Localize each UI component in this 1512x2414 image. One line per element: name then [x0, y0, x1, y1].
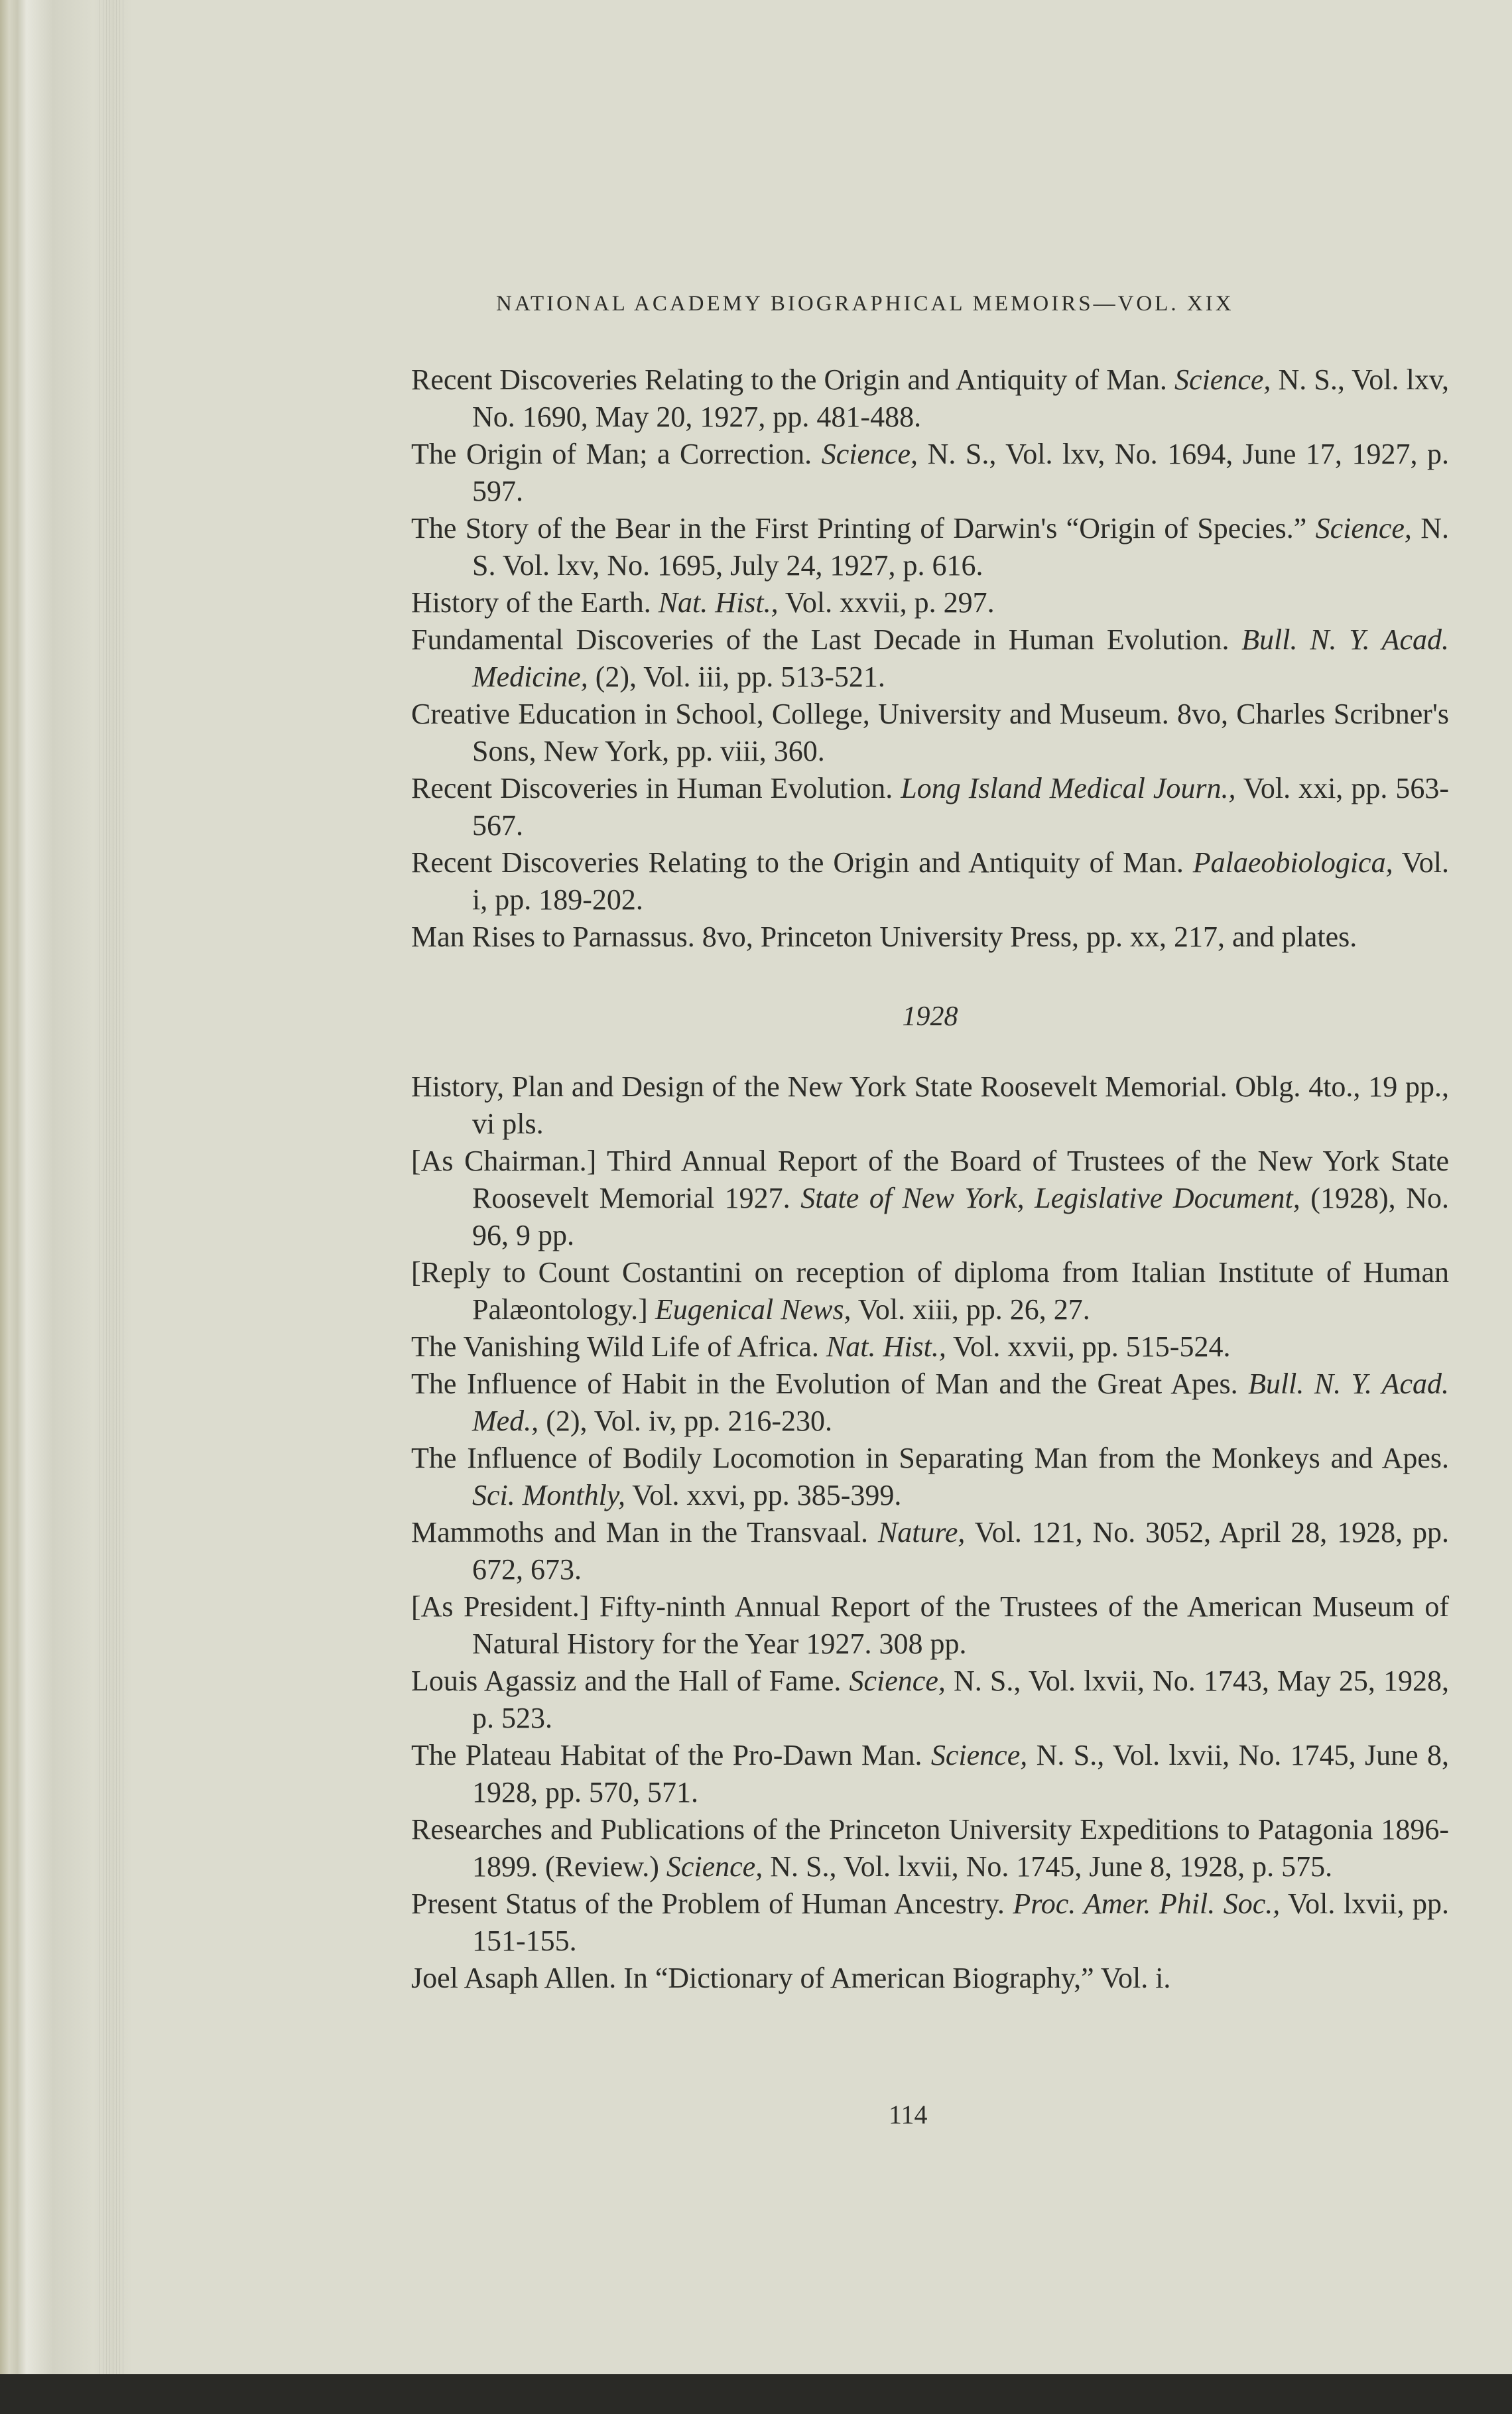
list-item: Present Status of the Problem of Human Ancestry. Proc. Amer. Phil. Soc., Vol. lxvii, pp. 151-155. — [411, 1887, 1449, 1957]
list-item: The Influence of Habit in the Evolution of Man and the Great Apes. Bull. N. Y. Acad. Med., (2), Vol. iv, pp. 216-230. — [411, 1367, 1450, 1437]
list-item: Mammoths and Man in the Transvaal. Nature, Vol. 121, No. 3052, April 28, 1928, pp. 672, 673. — [411, 1516, 1449, 1586]
list-item: Recent Discoveries in Human Evolution. Long Island Medical Journ., Vol. xxi, pp. 563-567. — [411, 772, 1449, 842]
section-1927 — [411, 361, 1449, 956]
book-edge — [0, 0, 133, 2374]
list-item: The Influence of Bodily Locomotion in Separating Man from the Monkeys and Apes. Sci. Monthly, Vol. xxvi, pp. 385-399. — [411, 1442, 1449, 1511]
list-item: Researches and Publications of the Princeton University Expeditions to Patagonia 1896-1899. (Review.) Science, N. S., Vol. lxvii, No. 1745, June 8, 1928, p. 575. — [411, 1813, 1449, 1883]
running-head: NATIONAL ACADEMY BIOGRAPHICAL MEMOIRS—VOL. XIX — [496, 292, 1234, 316]
list-item: Recent Discoveries Relating to the Origin and Antiquity of Man. Palaeobiologica, Vol. i, pp. 189-202. — [411, 846, 1449, 916]
list-item: [As Chairman.] Third Annual Report of the Board of Trustees of the New York State Roosevelt Memorial 1927. State of New York, Legislative Document, (1928), No. 96, 9 pp. — [411, 1145, 1449, 1251]
section-1928 — [411, 1068, 1449, 1997]
list-item: Man Rises to Parnassus. 8vo, Princeton University Press, pp. xx, 217, and plates. — [411, 921, 1357, 953]
list-item: The Origin of Man; a Correction. Science, N. S., Vol. lxv, No. 1694, June 17, 1927, p. 597. — [411, 438, 1449, 507]
page-number: 114 — [889, 2100, 928, 2129]
year-heading: 1928 — [902, 1001, 958, 1032]
list-item: The Vanishing Wild Life of Africa. Nat. Hist., Vol. xxvii, pp. 515-524. — [411, 1330, 1231, 1363]
list-item: Recent Discoveries Relating to the Origin and Antiquity of Man. Science, N. S., Vol. lxv, No. 1690, May 20, 1927, pp. 481-488. — [411, 363, 1449, 433]
list-item: [As President.] Fifty-ninth Annual Report of the Trustees of the American Museum of Natural History for the Year 1927. 308 pp. — [411, 1590, 1449, 1660]
list-item: Creative Education in School, College, University and Museum. 8vo, Charles Scribner's Sons, New York, pp. viii, 360. — [411, 698, 1449, 767]
list-item: History of the Earth. Nat. Hist., Vol. xxvii, p. 297. — [411, 586, 995, 619]
scan-border — [0, 2374, 1512, 2414]
list-item: History, Plan and Design of the New York State Roosevelt Memorial. Oblg. 4to., 19 pp., vi pls. — [411, 1070, 1449, 1140]
list-item: The Story of the Bear in the First Printing of Darwin's “Origin of Species.” Science, N. S. Vol. lxv, No. 1695, July 24, 1927, p. 616. — [411, 512, 1449, 582]
list-item: Joel Asaph Allen. In “Dictionary of American Biography,” Vol. i. — [411, 1962, 1171, 1994]
list-item: Louis Agassiz and the Hall of Fame. Science, N. S., Vol. lxvii, No. 1743, May 25, 1928, p. 523. — [411, 1665, 1449, 1734]
bibliography — [411, 361, 1449, 1997]
list-item: Fundamental Discoveries of the Last Decade in Human Evolution. Bull. N. Y. Acad. Medicine, (2), Vol. iii, pp. 513-521. — [411, 623, 1449, 693]
list-item: The Plateau Habitat of the Pro-Dawn Man. Science, N. S., Vol. lxvii, No. 1745, June 8, 1928, pp. 570, 571. — [411, 1739, 1449, 1809]
list-item: [Reply to Count Costantini on reception of diploma from Italian Institute of Human Palæontology.] Eugenical News, Vol. xiii, pp. 26, 27. — [411, 1256, 1449, 1326]
